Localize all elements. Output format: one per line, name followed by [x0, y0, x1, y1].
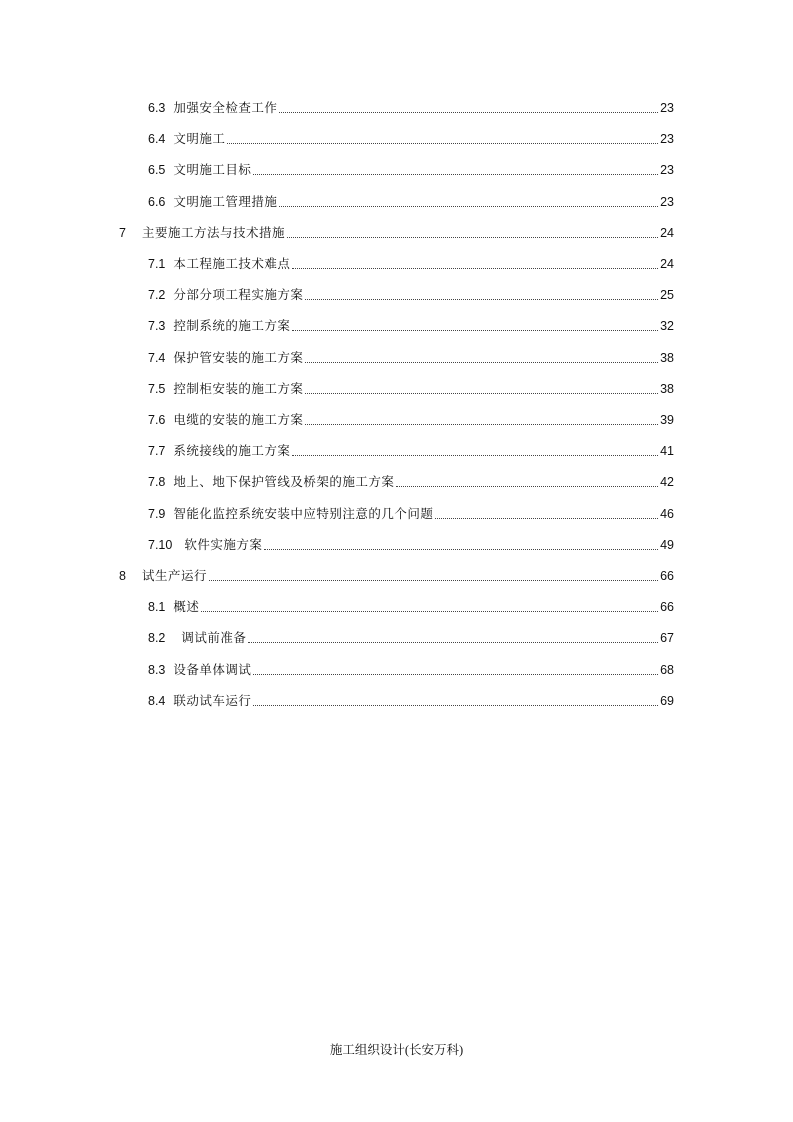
toc-entry[interactable] — [148, 442, 674, 460]
toc-entry-title: 系统接线的施工方案 — [173, 444, 291, 459]
toc-entry-title: 电缆的安装的施工方案 — [173, 413, 304, 427]
toc-entry[interactable] — [148, 317, 674, 335]
toc-entry-number: 6.3 — [148, 101, 166, 115]
dot-leader — [292, 455, 658, 456]
toc-entry-page: 38 — [660, 381, 674, 396]
dot-leader — [253, 674, 658, 675]
dot-leader — [264, 549, 658, 550]
toc-entry-number: 6.5 — [148, 163, 166, 178]
toc-entry-title: 分部分项工程实施方案 — [173, 288, 304, 303]
toc-entry-number: 7.1 — [148, 257, 166, 271]
toc-entry-page: 24 — [660, 257, 674, 271]
dot-leader — [253, 705, 658, 706]
toc-entry[interactable] — [148, 380, 674, 398]
toc-entry-page: 23 — [660, 194, 674, 209]
toc-entry-page: 38 — [660, 350, 674, 365]
toc-entry[interactable] — [148, 473, 674, 491]
toc-entry-number: 6.4 — [148, 132, 166, 147]
toc-entry-number: 7.4 — [148, 350, 166, 365]
toc-entry-number: 7.9 — [148, 506, 166, 521]
dot-leader — [248, 642, 658, 643]
dot-leader — [396, 486, 658, 487]
toc-entry-page: 42 — [660, 475, 674, 490]
toc-entry-number: 7.7 — [148, 444, 166, 459]
toc-entry-title: 概述 — [173, 600, 200, 615]
toc-entry-number: 8.2 — [148, 631, 166, 646]
toc-entry[interactable] — [148, 411, 674, 429]
toc-entry-title: 保护管安装的施工方案 — [173, 350, 304, 365]
dot-leader — [305, 362, 658, 363]
toc-entry-page: 23 — [660, 101, 674, 115]
toc-entry-number: 7.2 — [148, 288, 166, 303]
toc-entry-title: 地上、地下保护管线及桥架的施工方案 — [173, 475, 395, 490]
toc-entry-page: 49 — [660, 537, 674, 552]
dot-leader — [253, 174, 658, 175]
toc-entry-number: 8 — [119, 569, 126, 583]
toc-entry-title: 设备单体调试 — [173, 662, 252, 677]
toc-entry-page: 23 — [660, 132, 674, 147]
toc-entry-title: 联动试车运行 — [173, 693, 252, 708]
toc-entry[interactable] — [148, 161, 674, 179]
toc-entry-page: 32 — [660, 319, 674, 334]
dot-leader — [292, 268, 658, 269]
toc-entry-title: 控制系统的施工方案 — [173, 319, 291, 334]
dot-leader — [435, 518, 658, 519]
toc-entry-number: 7.8 — [148, 475, 166, 490]
toc-entry-page: 41 — [660, 444, 674, 459]
toc-entry[interactable] — [119, 567, 674, 585]
dot-leader — [305, 393, 658, 394]
dot-leader — [201, 611, 658, 612]
toc-entry-page: 25 — [660, 288, 674, 303]
dot-leader — [227, 143, 658, 144]
dot-leader — [209, 580, 658, 581]
toc-entry-page: 66 — [660, 600, 674, 615]
toc-entry-number: 8.1 — [148, 600, 166, 615]
toc-entry-number: 7.3 — [148, 319, 166, 334]
toc-entry[interactable] — [148, 286, 674, 304]
page-footer: 施工组织设计(长安万科) — [329, 1043, 464, 1057]
toc-entry[interactable] — [148, 629, 674, 647]
toc-entry[interactable] — [148, 692, 674, 710]
toc-entry[interactable] — [148, 536, 674, 554]
dot-leader — [287, 237, 658, 238]
toc-entry-number: 7.10 — [148, 537, 173, 552]
toc-entry[interactable] — [148, 99, 674, 117]
toc-entry-title: 本工程施工技术难点 — [173, 257, 291, 271]
toc-entry[interactable] — [148, 598, 674, 616]
toc-entry-page: 67 — [660, 631, 674, 646]
dot-leader — [279, 112, 658, 113]
toc-entry-page: 69 — [660, 693, 674, 708]
toc-entry[interactable] — [148, 661, 674, 679]
toc-entry-number: 7 — [119, 225, 126, 240]
toc-entry[interactable] — [148, 255, 674, 273]
toc-entry-title: 主要施工方法与技术措施 — [142, 225, 286, 240]
toc-entry-page: 24 — [660, 225, 674, 240]
toc-entry-title: 软件实施方案 — [180, 537, 263, 552]
dot-leader — [305, 299, 658, 300]
toc-entry-page: 39 — [660, 413, 674, 427]
toc-entry-page: 68 — [660, 662, 674, 677]
toc-entry-number: 7.6 — [148, 413, 166, 427]
toc-entry-title: 文明施工管理措施 — [173, 194, 278, 209]
toc-entry[interactable] — [148, 505, 674, 523]
toc-entry[interactable] — [148, 193, 674, 211]
toc-entry-page: 23 — [660, 163, 674, 178]
toc-entry-number: 8.4 — [148, 693, 166, 708]
toc-entry-page: 66 — [660, 569, 674, 583]
toc-entry-title: 调试前准备 — [173, 631, 247, 646]
dot-leader — [305, 424, 658, 425]
toc-entry-title: 试生产运行 — [142, 569, 208, 583]
toc-entry-title: 文明施工 — [173, 132, 226, 147]
dot-leader — [292, 330, 658, 331]
toc-entry-title: 文明施工目标 — [173, 163, 252, 178]
toc-entry-title: 控制柜安装的施工方案 — [173, 381, 304, 396]
toc-entry[interactable] — [148, 130, 674, 148]
toc-entry-number: 8.3 — [148, 662, 166, 677]
toc-entry-title: 加强安全检查工作 — [173, 101, 278, 115]
toc-entry[interactable] — [119, 224, 674, 242]
toc-entry-title: 智能化监控系统安装中应特别注意的几个问题 — [173, 506, 434, 521]
toc-entry[interactable] — [148, 349, 674, 367]
toc-entry-number: 7.5 — [148, 381, 166, 396]
dot-leader — [279, 206, 658, 207]
toc-entry-number: 6.6 — [148, 194, 166, 209]
toc-entry-page: 46 — [660, 506, 674, 521]
